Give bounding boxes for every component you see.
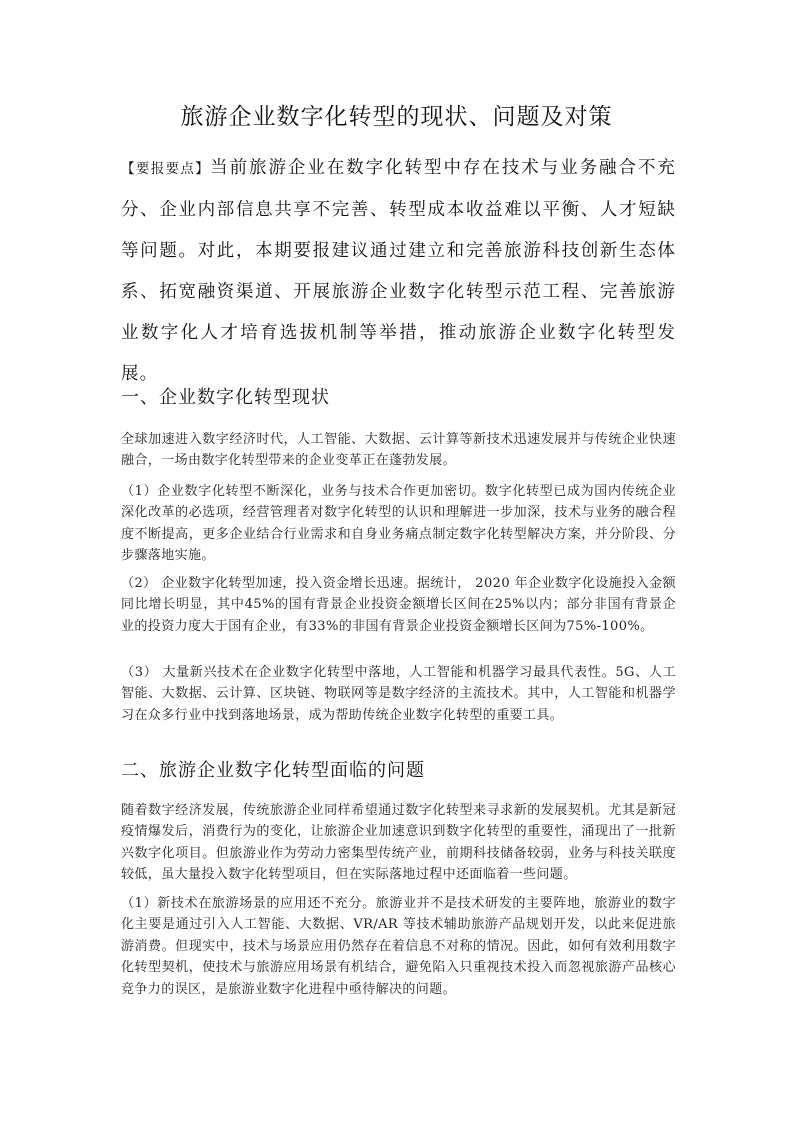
section-2-heading: 二、旅游企业数字化转型面临的问题 bbox=[121, 760, 425, 781]
section-2-intro: 随着数字经济发展，传统旅游企业同样希望通过数字化转型来寻求新的发展契机。尤其是新冠疫情爆发后，消费行为的变化，让旅游企业加速意识到数字化转型的重要性，涌现出了一批新兴数字化项目。但旅游业作为劳动力密集型传统产业，前期科技储备较弱，业务与科技关联度较低，虽大量投入数字化转型项目，但在实际落地过程中还面临着一些问题。 bbox=[121, 803, 676, 883]
summary-tag: 【要报要点】 bbox=[121, 161, 211, 177]
section-1-point-2: （2） 企业数字化转型加速，投入资金增长迅速。据统计， 2020 年企业数字化设施投入金额同比增长明显，其中45%的国有背景企业投资金额增长区间在25%以内；部分非国有背景企业的投资力度大于国有企业，有33%的非国有背景企业投资金额增长区间为75%-100%。 bbox=[121, 576, 676, 634]
section-2-point-1: （1）新技术在旅游场景的应用还不充分。旅游业并不是技术研发的主要阵地，旅游业的数字化主要是通过引入人工智能、大数据、VR/AR 等技术辅助旅游产品规划开发，以此来促进旅游消费。但现实中，技术与场景应用仍然存在着信息不对称的情况。因此，如何有效利用数字化转型契机，使技术与旅游应用场景有机结合，避免陷入只重视技术投入而忽视旅游产品核心竞争力的误区，是旅游业数字化进程中亟待解决的问题。 bbox=[121, 896, 676, 997]
section-1-point-1: （1）企业数字化转型不断深化，业务与技术合作更加密切。数字化转型已成为国内传统企业深化改革的必选项，经营管理者对数字化转型的认识和理解进一步加深，技术与业务的融合程度不断提高，更多企业结合行业需求和自身业务痛点制定数字化转型解决方案，并分阶段、分步骤落地实施。 bbox=[121, 484, 676, 564]
section-1-heading: 一、企业数字化转型现状 bbox=[121, 387, 330, 408]
document-title: 旅游企业数字化转型的现状、问题及对策 bbox=[180, 104, 613, 130]
summary-text: 当前旅游企业在数字化转型中存在技术与业务融合不充分、企业内部信息共享不完善、转型成本收益难以平衡、人才短缺等问题。对此，本期要报建议通过建立和完善旅游科技创新生态体系、拓宽融资渠道、开展旅游企业数字化转型示范工程、完善旅游业数字化人才培育选拔机制等举措，推动旅游企业数字化转型发展。 bbox=[121, 158, 676, 384]
summary-paragraph bbox=[121, 148, 676, 395]
section-1-intro: 全球加速进入数字经济时代，人工智能、大数据、云计算等新技术迅速发展并与传统企业快速融合，一场由数字化转型带来的企业变革正在蓬勃发展。 bbox=[121, 432, 676, 469]
section-1-point-3: （3） 大量新兴技术在企业数字化转型中落地，人工智能和机器学习最具代表性。5G、人工智能、大数据、云计算、区块链、物联网等是数字经济的主流技术。其中，人工智能和机器学习在众多行业中找到落地场景，成为帮助传统企业数字化转型的重要工具。 bbox=[121, 665, 676, 723]
